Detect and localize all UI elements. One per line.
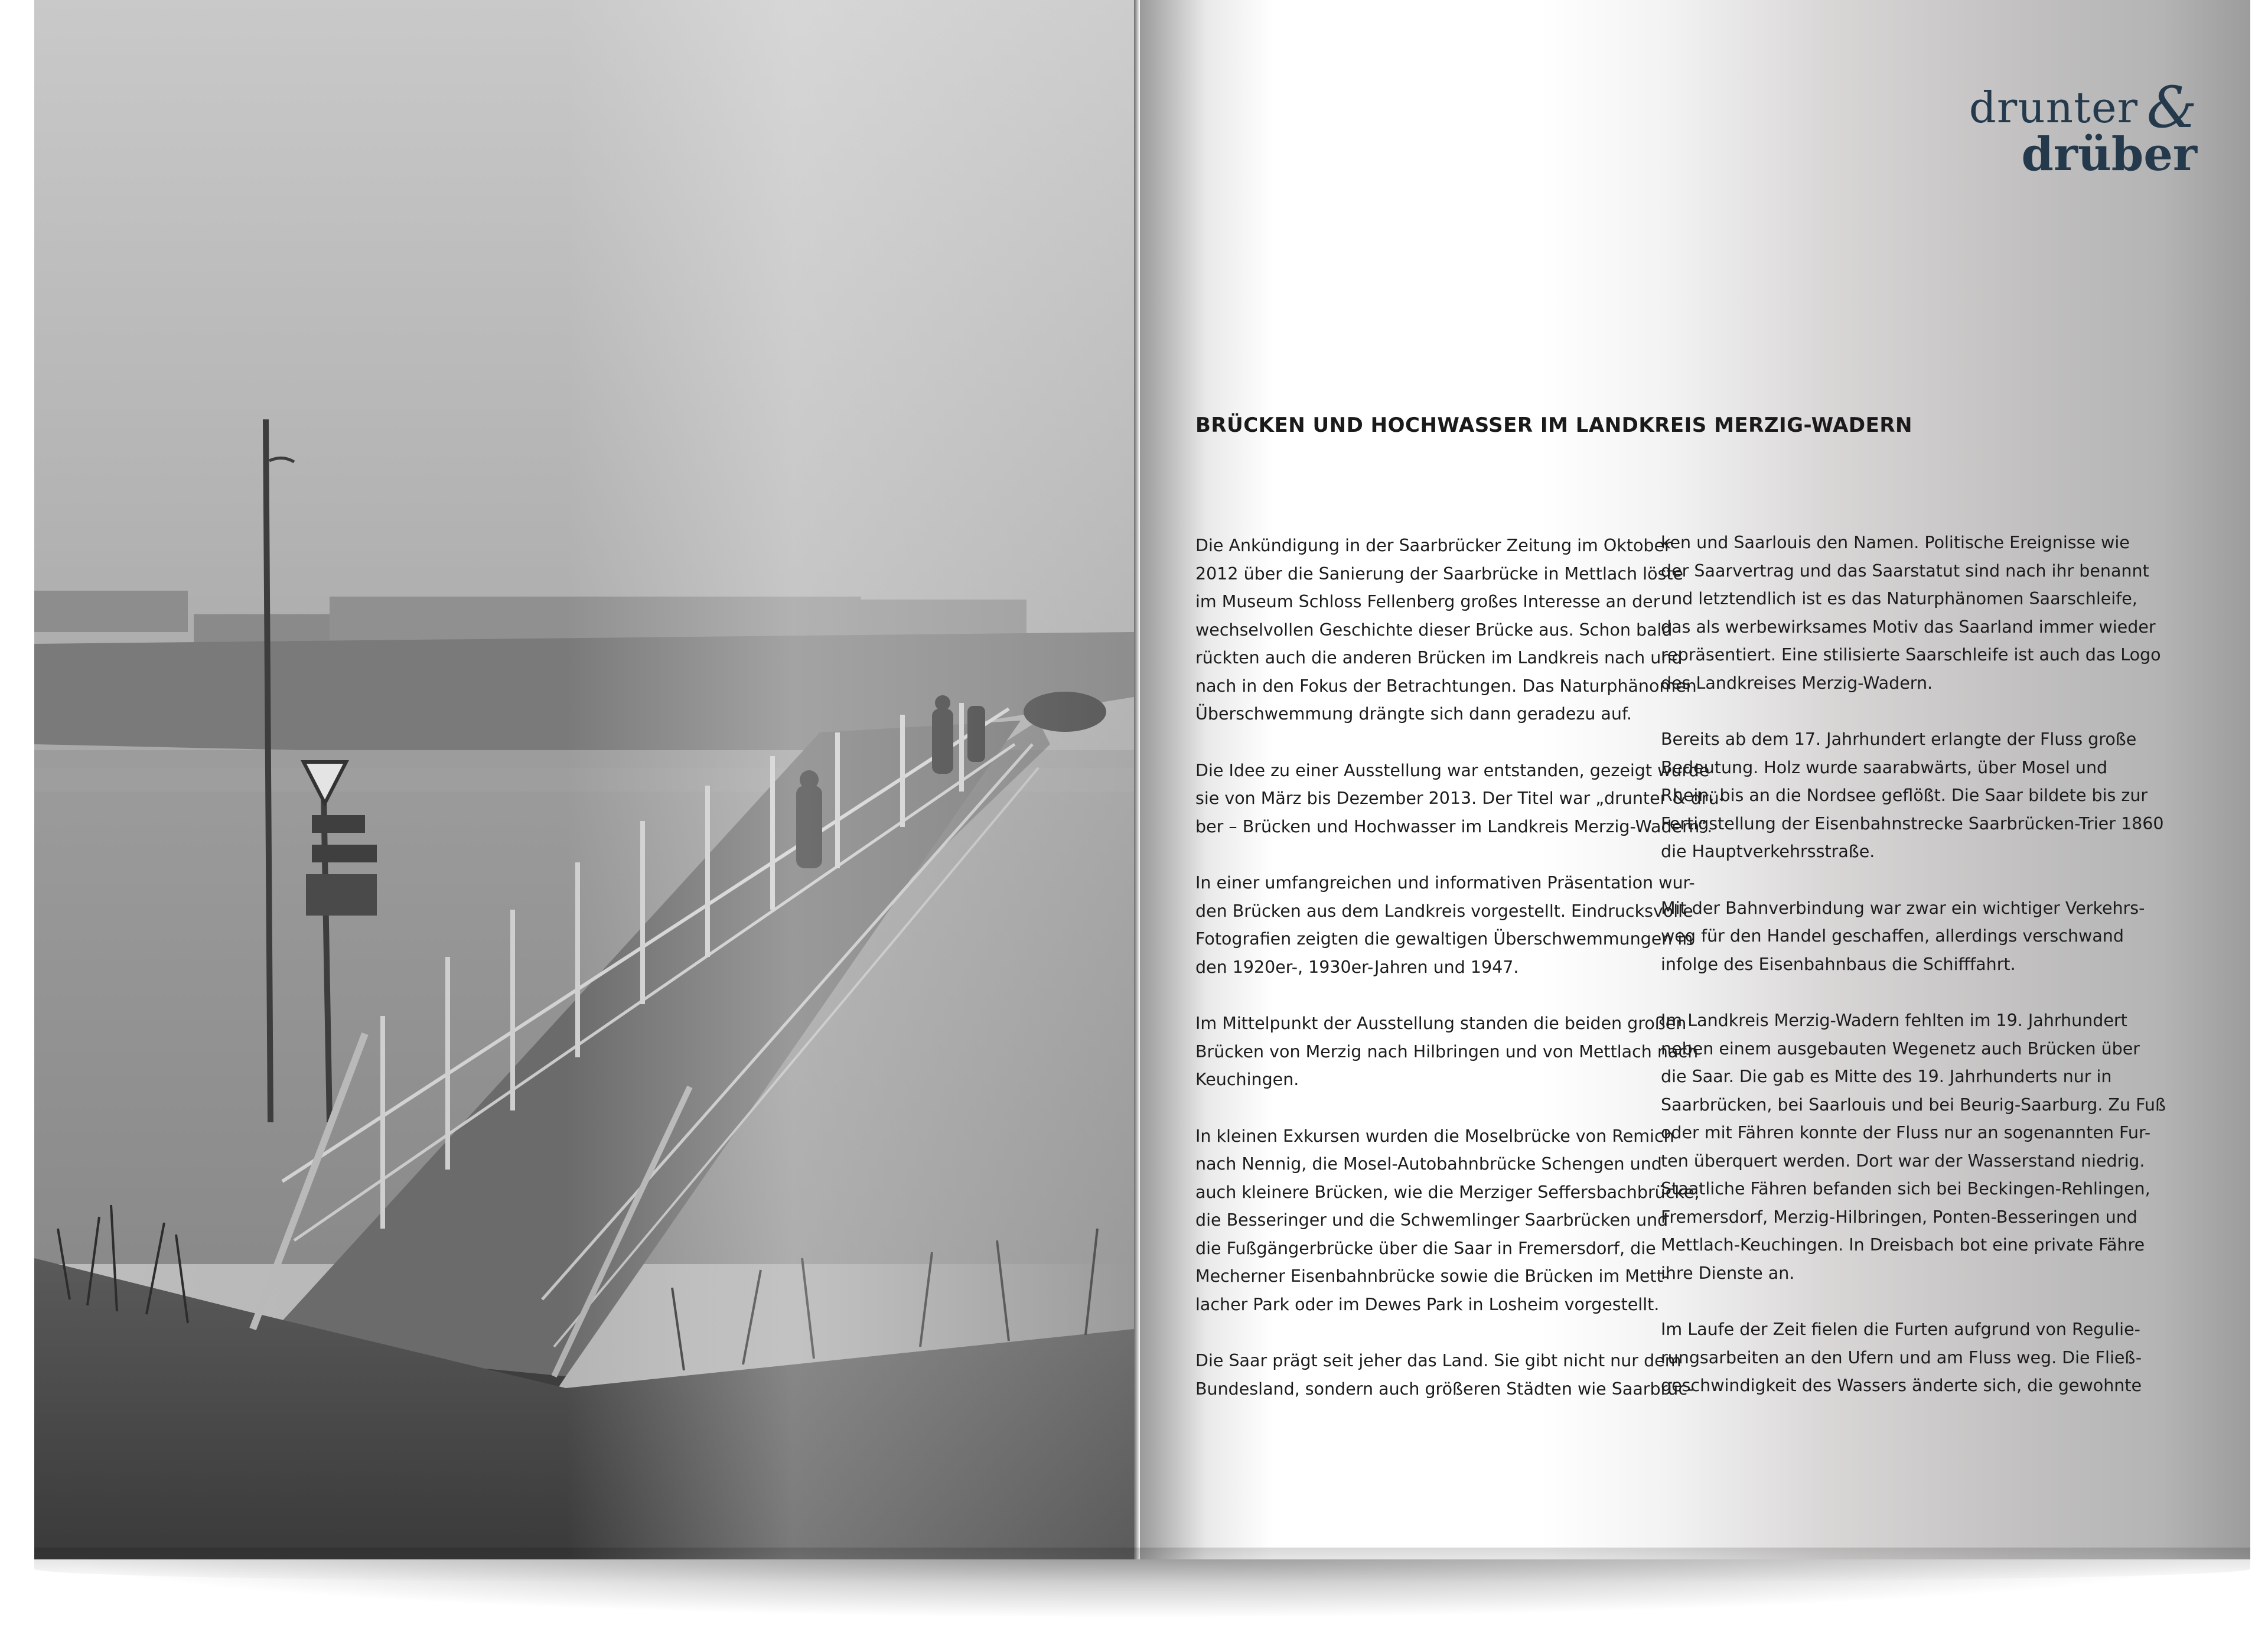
text-line: Rhein, bis an die Nordsee geflößt. Die Saar bildete bis zur bbox=[1661, 786, 2148, 805]
text-line: ken und Saarlouis den Namen. Politische Ereignisse wie bbox=[1661, 533, 2130, 552]
text-line: Im Laufe der Zeit fielen die Furten aufgrund von Regulie- bbox=[1661, 1320, 2140, 1339]
text-line: Fremersdorf, Merzig-Hilbringen, Ponten-Besseringen und bbox=[1661, 1207, 2137, 1227]
flood-bridge-photo bbox=[34, 0, 1134, 1559]
paragraph bbox=[1661, 1007, 2166, 1287]
text-line: Fertigstellung der Eisenbahnstrecke Saarbrücken-Trier 1860 bbox=[1661, 813, 2164, 833]
text-line: auch kleinere Brücken, wie die Merziger Seffersbachbrücke, bbox=[1195, 1182, 1700, 1202]
paragraph bbox=[1661, 1315, 2142, 1400]
text-line: und letztendlich ist es das Naturphänomen Saarschleife, bbox=[1661, 589, 2137, 608]
text-line: Überschwemmung drängte sich dann geradezu auf. bbox=[1195, 704, 1632, 724]
text-line: der Saarvertrag und das Saarstatut sind nach ihr benannt bbox=[1661, 561, 2149, 581]
text-line: die Saar. Die gab es Mitte des 19. Jahrhunderts nur in bbox=[1661, 1067, 2112, 1086]
text-line: Saarbrücken, bei Saarlouis und bei Beurig-Saarburg. Zu Fuß bbox=[1661, 1095, 2166, 1115]
paragraph bbox=[1195, 532, 1697, 728]
text-line: die Fußgängerbrücke über die Saar in Fremersdorf, die bbox=[1195, 1238, 1656, 1258]
logo-word-drunter: drunter bbox=[1969, 83, 2138, 132]
text-line: geschwindigkeit des Wassers änderte sich, die gewohnte bbox=[1661, 1376, 2142, 1395]
spine-gutter bbox=[1134, 0, 1140, 1559]
logo-ampersand: & bbox=[2146, 74, 2197, 141]
text-line: neben einem ausgebauten Wegenetz auch Brücken über bbox=[1661, 1038, 2140, 1058]
text-line: Mit der Bahnverbindung war zwar ein wichtiger Verkehrs- bbox=[1661, 898, 2145, 918]
text-line: ihre Dienste an. bbox=[1661, 1263, 1795, 1283]
text-line: Bereits ab dem 17. Jahrhundert erlangte der Fluss große bbox=[1661, 729, 2137, 749]
text-line: Im Landkreis Merzig-Wadern fehlten im 19. Jahrhundert bbox=[1661, 1011, 2127, 1030]
paragraph bbox=[1661, 894, 2145, 979]
logo-word-drueber: drüber bbox=[2021, 128, 2197, 181]
text-line: oder mit Fähren konnte der Fluss nur an sogenannten Fur- bbox=[1661, 1123, 2151, 1142]
paragraph bbox=[1661, 725, 2164, 866]
text-line: Staatliche Fähren befanden sich bei Beckingen-Rehlingen, bbox=[1661, 1179, 2150, 1198]
text-line: Bundesland, sondern auch größeren Städten wie Saarbrüc- bbox=[1195, 1379, 1694, 1399]
text-line: sie von März bis Dezember 2013. Der Titel war „drunter & drü- bbox=[1195, 789, 1725, 808]
text-line: Im Mittelpunkt der Ausstellung standen die beiden großen bbox=[1195, 1014, 1687, 1033]
text-line: Die Saar prägt seit jeher das Land. Sie gibt nicht nur dem bbox=[1195, 1351, 1682, 1370]
text-line: ten überquert werden. Dort war der Wasserstand niedrig. bbox=[1661, 1151, 2145, 1171]
text-line: 2012 über die Sanierung der Saarbrücke in Mettlach löste bbox=[1195, 564, 1684, 584]
drunter-drueber-logo bbox=[1949, 74, 2197, 183]
paragraph bbox=[1195, 757, 1725, 841]
text-line: In einer umfangreichen und informativen Präsentation wur- bbox=[1195, 873, 1695, 893]
paragraph bbox=[1661, 529, 2161, 697]
text-line: weg für den Handel geschaffen, allerdings verschwand bbox=[1661, 926, 2124, 946]
paragraph bbox=[1195, 1009, 1699, 1094]
text-line: den 1920er-, 1930er-Jahren und 1947. bbox=[1195, 957, 1519, 977]
text-line: das als werbewirksames Motiv das Saarland immer wieder bbox=[1661, 617, 2156, 637]
paragraph bbox=[1195, 1122, 1700, 1319]
text-line: wechselvollen Geschichte dieser Brücke aus. Schon bald bbox=[1195, 620, 1673, 640]
text-line: die Hauptverkehrsstraße. bbox=[1661, 842, 1875, 861]
text-line: Die Idee zu einer Ausstellung war entstanden, gezeigt wurde bbox=[1195, 760, 1710, 780]
text-line: rückten auch die anderen Brücken im Landkreis nach und bbox=[1195, 648, 1683, 667]
text-line: rungsarbeiten an den Ufern und am Fluss weg. Die Fließ- bbox=[1661, 1347, 2142, 1367]
text-line: In kleinen Exkursen wurden die Moselbrücke von Remich bbox=[1195, 1126, 1674, 1146]
text-line: Bedeutung. Holz wurde saarabwärts, über Mosel und bbox=[1661, 757, 2108, 777]
text-line: des Landkreises Merzig-Wadern. bbox=[1661, 673, 1933, 693]
text-line: Brücken von Merzig nach Hilbringen und von Mettlach nach bbox=[1195, 1041, 1699, 1061]
paragraph bbox=[1195, 1347, 1694, 1403]
text-line: nach Nennig, die Mosel-Autobahnbrücke Schengen und bbox=[1195, 1154, 1662, 1174]
text-line: den Brücken aus dem Landkreis vorgestellt. Eindrucksvolle bbox=[1195, 901, 1693, 921]
text-line: im Museum Schloss Fellenberg großes Interesse an der bbox=[1195, 592, 1660, 611]
text-line: Mettlach-Keuchingen. In Dreisbach bot eine private Fähre bbox=[1661, 1235, 2145, 1255]
left-page bbox=[34, 0, 1134, 1559]
text-column-left bbox=[1195, 532, 1725, 1431]
article-heading: BRÜCKEN UND HOCHWASSER IM LANDKREIS MERZIG-WADERN bbox=[1195, 413, 1913, 437]
text-line: die Besseringer und die Schwemlinger Saarbrücken und bbox=[1195, 1210, 1669, 1230]
text-line: lacher Park oder im Dewes Park in Losheim vorgestellt. bbox=[1195, 1294, 1660, 1314]
text-line: Keuchingen. bbox=[1195, 1070, 1299, 1089]
page-curl bbox=[34, 1548, 2250, 1583]
text-line: Fotografien zeigten die gewaltigen Überschwemmungen in bbox=[1195, 929, 1693, 949]
text-line: Die Ankündigung in der Saarbrücker Zeitung im Oktober bbox=[1195, 536, 1671, 555]
text-line: Mecherner Eisenbahnbrücke sowie die Brücken im Mett- bbox=[1195, 1266, 1670, 1286]
text-line: repräsentiert. Eine stilisierte Saarschleife ist auch das Logo bbox=[1661, 645, 2161, 665]
text-line: ber – Brücken und Hochwasser im Landkreis Merzig-Wadern“. bbox=[1195, 816, 1713, 836]
text-column-right bbox=[1661, 529, 2166, 1428]
text-line: infolge des Eisenbahnbaus die Schifffahrt. bbox=[1661, 954, 2016, 974]
paragraph bbox=[1195, 869, 1695, 981]
text-line: nach in den Fokus der Betrachtungen. Das Naturphänomen bbox=[1195, 676, 1697, 696]
